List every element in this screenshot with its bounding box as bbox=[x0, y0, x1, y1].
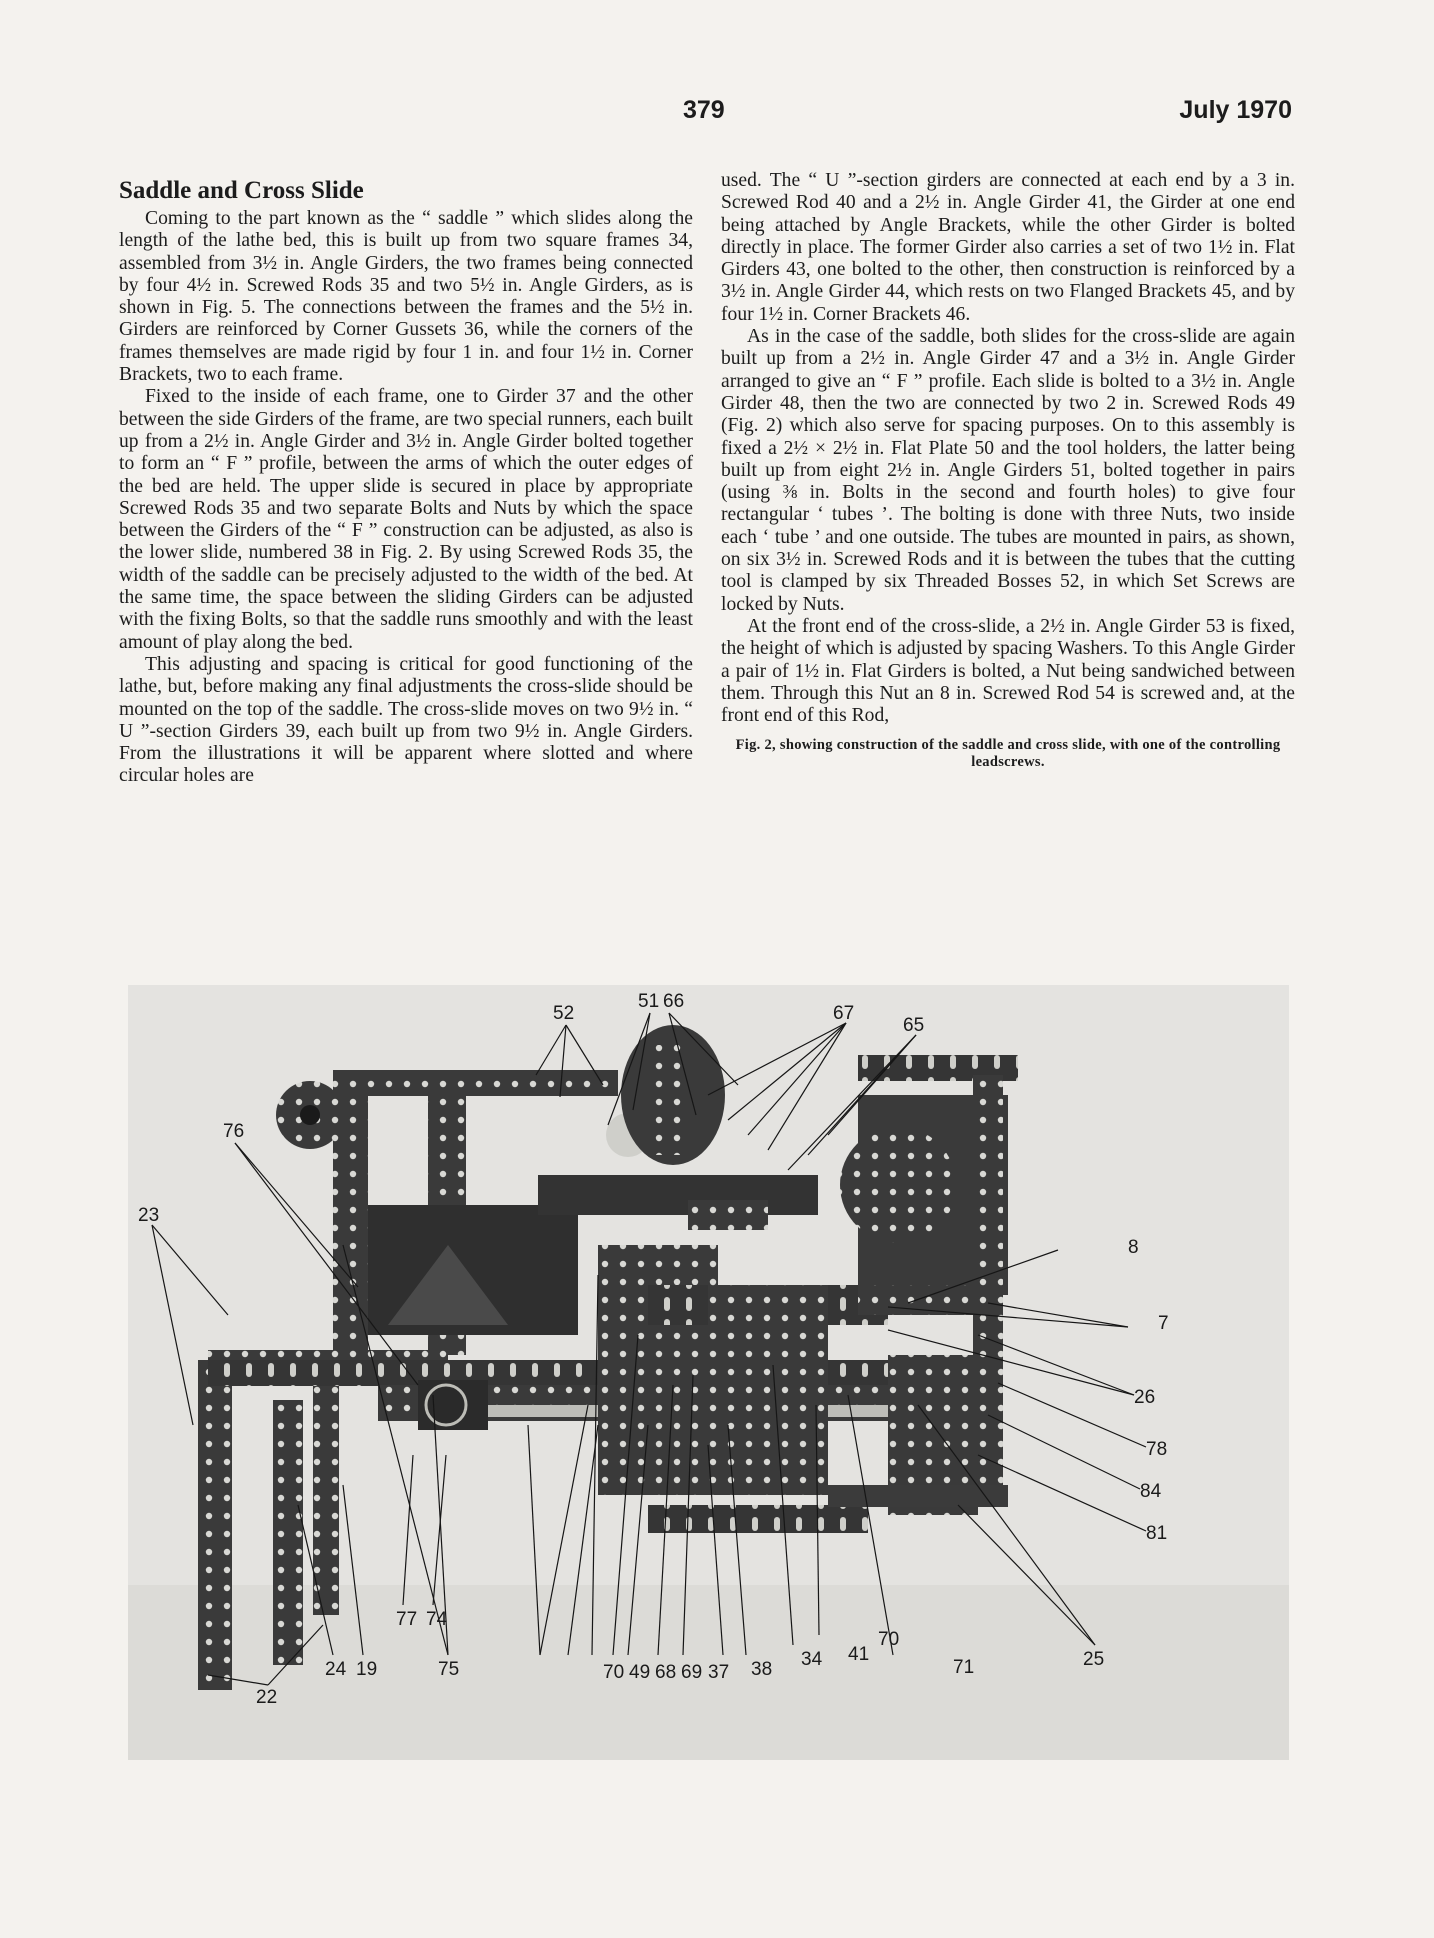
callout-70: 70 bbox=[603, 1662, 625, 1683]
figure-caption: Fig. 2, showing construction of the saddle and cross slide, with one of the controlling leadscrews. bbox=[735, 737, 1281, 771]
callout-75: 75 bbox=[438, 1659, 460, 1680]
paragraph: As in the case of the saddle, both slides for the cross-slide are again built up from a 2½ in. Angle Girder 47 and a 3½ in. Angle Girder arranged to give an “ F ” profile. Each slide is bolted to a 3½ in. Angle Girder 48, then the two are connected by two 2 in. Screwed Rods 49 (Fig. 2) which also serve for spacing purposes. On to this assembly is fixed a 2½ × 2½ in. Flat Plate 50 and the tool holders, the latter being built up from eight 2½ in. Angle Girders 51, bolted together in pairs (using ⅜ in. Bolts in the second and fourth holes) to give four rectangular ‘ tubes ’. The bolting is done with three Nuts, two inside each ‘ tube ’ and one outside. The tubes are mounted in pairs, as shown, on six 3½ in. Screwed Rods and it is between the tubes that the cutting tool is clamped by six Threaded Bosses 52, in which Set Screws are locked by Nuts. bbox=[721, 326, 1295, 615]
callout-67: 67 bbox=[833, 1003, 855, 1024]
issue-date: July 1970 bbox=[1179, 96, 1292, 124]
lathe-illustration bbox=[128, 985, 1289, 1760]
callout-66: 66 bbox=[663, 991, 685, 1012]
paragraph: used. The “ U ”-section girders are connected at each end by a 3 in. Screwed Rod 40 and a 2½ in. Angle Girder 41, the Girder at one end being attached by Angle Brackets, while the other Girder is bolted directly in place. The former Girder also carries a set of two 1½ in. Flat Girders 43, one bolted to the other, then construction is reinforced by a 3½ in. Angle Girder 44, which rests on two Flanged Brackets 45, and by four 1½ in. Corner Brackets 46. bbox=[721, 170, 1295, 325]
callout-22: 22 bbox=[256, 1687, 278, 1708]
callout-41: 41 bbox=[848, 1644, 870, 1665]
paragraph: At the front end of the cross-slide, a 2½ in. Angle Girder 53 is fixed, the height of which is adjusted by spacing Washers. To this Angle Girder a pair of 1½ in. Flat Girders is bolted, a Nut being sandwiched between them. Through this Nut an 8 in. Screwed Rod 54 is screwed and, at the front end of this Rod, bbox=[721, 615, 1295, 727]
callout-37: 37 bbox=[708, 1662, 730, 1683]
lathe-photograph bbox=[128, 985, 1289, 1760]
paragraph: Coming to the part known as the “ saddle ” which slides along the length of the lathe bed, this is built up from two square frames 34, assembled from 3½ in. Angle Girders, the two frames being connected by four 4½ in. Screwed Rods 35 and two 5½ in. Angle Girders, as is shown in Fig. 5. The connections between the frames and the 5½ in. Girders are reinforced by Corner Gussets 36, while the corners of the frames themselves are made rigid by four 1 in. and four 1½ in. Corner Brackets, two to each frame. bbox=[119, 208, 693, 386]
callout-71: 71 bbox=[953, 1657, 975, 1678]
left-column bbox=[119, 172, 693, 788]
page-number: 379 bbox=[683, 96, 725, 124]
callout-34: 34 bbox=[801, 1649, 823, 1670]
callout-26: 26 bbox=[1134, 1387, 1156, 1408]
callout-77: 77 bbox=[396, 1609, 418, 1630]
right-column bbox=[721, 170, 1295, 771]
callout-24: 24 bbox=[325, 1659, 347, 1680]
callout-68: 68 bbox=[655, 1662, 677, 1683]
paragraph: Fixed to the inside of each frame, one to Girder 37 and the other between the side Girders of the frame, are two special runners, each built up from a 2½ in. Angle Girder and 3½ in. Angle Girder bolted together to form an “ F ” profile, between the arms of which the outer edges of the bed are held. The upper slide is secured in place by appropriate Screwed Rods 35 and two separate Bolts and Nuts by which the space between the Girders of the “ F ” construction can be adjusted, as also is the lower slide, numbered 38 in Fig. 2. By using Screwed Rods 35, the width of the saddle can be precisely adjusted to the width of the bed. At the same time, the space between the sliding Girders can be adjusted with the fixing Bolts, so that the saddle runs smoothly and with the least amount of play along the bed. bbox=[119, 386, 693, 653]
callout-49: 49 bbox=[629, 1662, 651, 1683]
paragraph: This adjusting and spacing is critical for good functioning of the lathe, but, before making any final adjustments the cross-slide should be mounted on the top of the saddle. The cross-slide moves on two 9½ in. “ U ”-section Girders 39, each built up from two 9½ in. Angle Girders. From the illustrations it will be apparent where slotted and where circular holes are bbox=[119, 653, 693, 787]
callout-19: 19 bbox=[356, 1659, 378, 1680]
callout-25: 25 bbox=[1083, 1649, 1105, 1670]
callout-70b: 70 bbox=[878, 1629, 900, 1650]
callout-51: 51 bbox=[638, 991, 660, 1012]
callout-23: 23 bbox=[138, 1205, 160, 1226]
callout-74: 74 bbox=[426, 1609, 448, 1630]
callout-84: 84 bbox=[1140, 1481, 1162, 1502]
callout-69: 69 bbox=[681, 1662, 703, 1683]
section-heading: Saddle and Cross Slide bbox=[119, 177, 364, 204]
callout-78: 78 bbox=[1146, 1439, 1168, 1460]
callout-81: 81 bbox=[1146, 1523, 1168, 1544]
callout-65: 65 bbox=[903, 1015, 925, 1036]
callout-76: 76 bbox=[223, 1121, 245, 1142]
callout-38: 38 bbox=[751, 1659, 773, 1680]
callout-52: 52 bbox=[553, 1003, 575, 1024]
callout-8: 8 bbox=[1128, 1237, 1139, 1258]
callout-7: 7 bbox=[1158, 1313, 1169, 1334]
